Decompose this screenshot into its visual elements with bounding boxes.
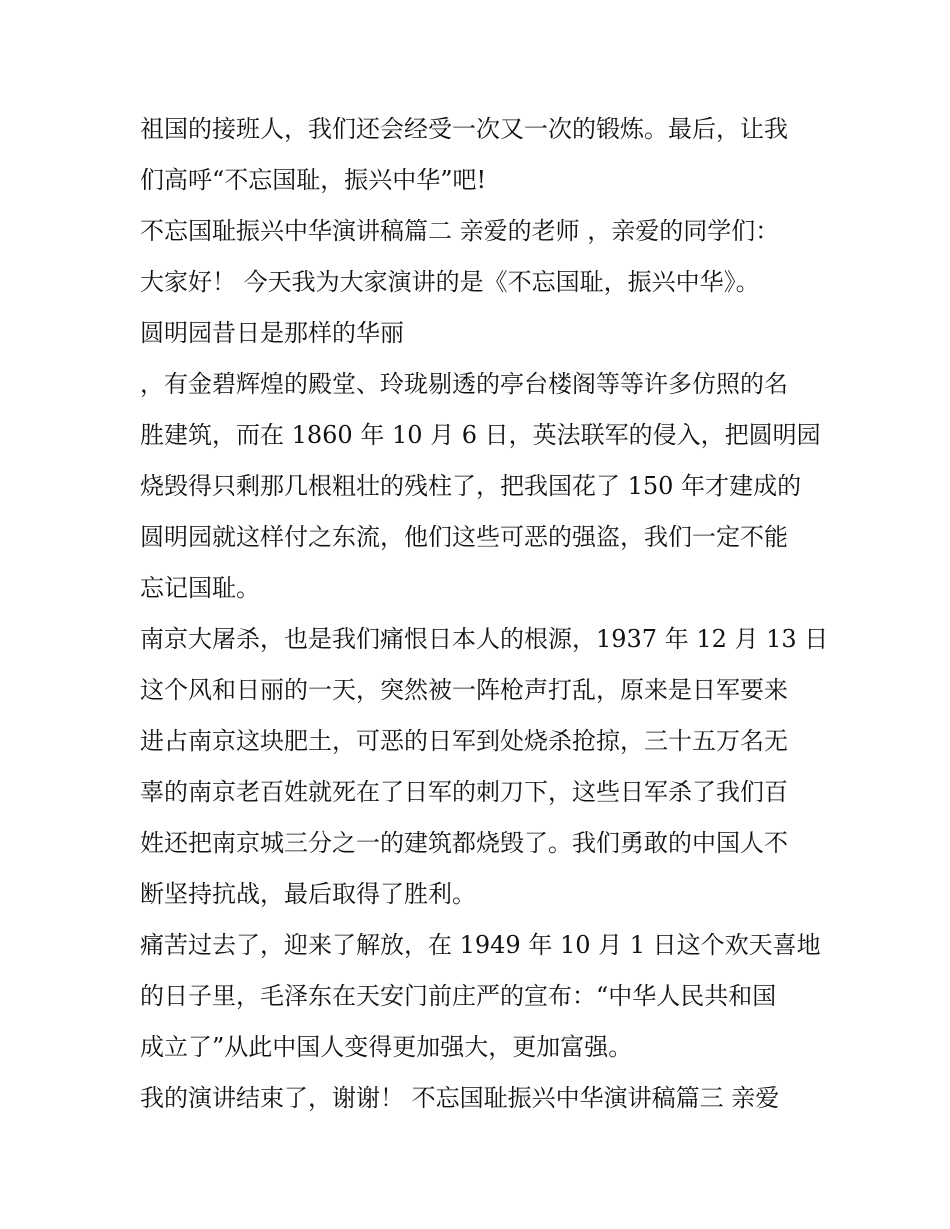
text-line: 这个风和日丽的一天，突然被一阵枪声打乱，原来是日军要来 bbox=[140, 676, 788, 704]
text-line: 圆明园昔日是那样的华丽 bbox=[140, 319, 404, 347]
text-line: 进占南京这块肥土，可恶的日军到处烧杀抢掠，三十五万名无 bbox=[140, 727, 788, 755]
text-line: 胜建筑，而在 1860 年 10 月 6 日，英法联军的侵入，把圆明园 bbox=[140, 421, 821, 449]
text-line: 们高呼“不忘国耻，振兴中华”吧! bbox=[140, 166, 487, 194]
text-line: 断坚持抗战，最后取得了胜利。 bbox=[140, 880, 476, 908]
text-line: 我的演讲结束了，谢谢！ 不忘国耻振兴中华演讲稿篇三 亲爱 bbox=[140, 1084, 780, 1112]
text-line: 圆明园就这样付之东流，他们这些可恶的强盗，我们一定不能 bbox=[140, 523, 788, 551]
text-line: 南京大屠杀，也是我们痛恨日本人的根源，1937 年 12 月 13 日 bbox=[140, 625, 829, 653]
text-line: 成立了”从此中国人变得更加强大，更加富强。 bbox=[140, 1033, 633, 1061]
text-line: 姓还把南京城三分之一的建筑都烧毁了。我们勇敢的中国人不 bbox=[140, 829, 788, 857]
text-line: 辜的南京老百姓就死在了日军的刺刀下，这些日军杀了我们百 bbox=[140, 778, 788, 806]
text-line: 大家好！ 今天我为大家演讲的是《不忘国耻，振兴中华》。 bbox=[140, 268, 760, 296]
text-line: 祖国的接班人，我们还会经受一次又一次的锻炼。最后，让我 bbox=[140, 115, 788, 143]
text-line: 不忘国耻振兴中华演讲稿篇二 亲爱的老师 ，亲爱的同学们： bbox=[140, 217, 780, 245]
text-line: 烧毁得只剩那几根粗壮的残柱了，把我国花了 150 年才建成的 bbox=[140, 472, 802, 500]
text-line: 痛苦过去了，迎来了解放，在 1949 年 10 月 1 日这个欢天喜地 bbox=[140, 931, 821, 959]
text-line: 忘记国耻。 bbox=[140, 574, 260, 602]
document-body bbox=[140, 104, 829, 1124]
text-line: ，有金碧辉煌的殿堂、玲珑剔透的亭台楼阁等等许多仿照的名 bbox=[140, 370, 788, 398]
text-line: 的日子里，毛泽东在天安门前庄严的宣布：“中华人民共和国 bbox=[140, 982, 777, 1010]
